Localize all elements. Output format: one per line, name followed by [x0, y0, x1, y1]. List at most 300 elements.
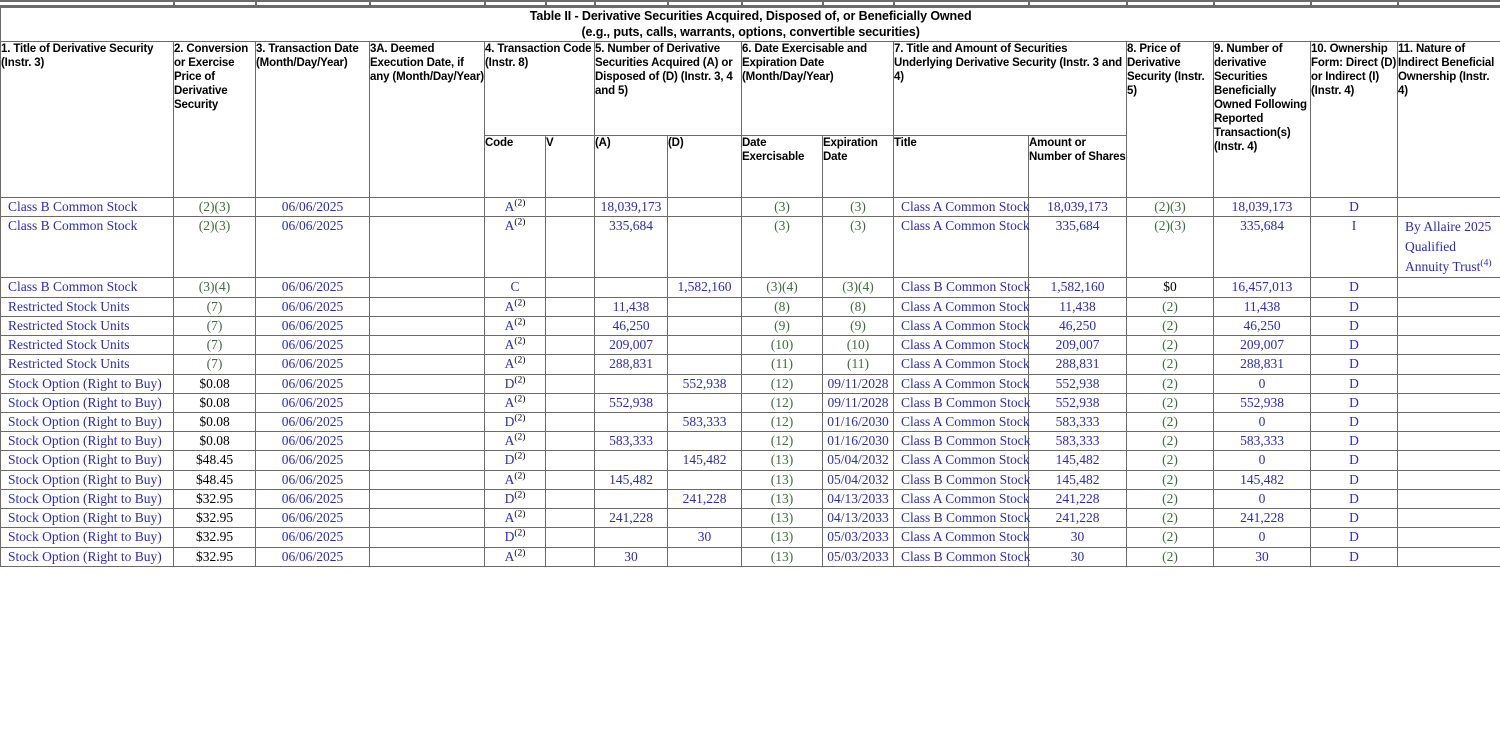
cell-conversion-price: (2)(3): [174, 216, 256, 278]
cell-price-of-derivative: (2): [1127, 297, 1214, 316]
cell-price-of-derivative: (2): [1127, 316, 1214, 335]
cell-v-flag: [546, 216, 595, 278]
cell-underlying-shares: 583,333: [1029, 432, 1127, 451]
cell-shares-owned-after: 16,457,013: [1214, 278, 1311, 297]
cell-underlying-shares: 583,333: [1029, 413, 1127, 432]
cell-amount-acquired: 11,438: [595, 297, 668, 316]
cell-date-exercisable: (13): [742, 470, 823, 489]
column-divider-tick-9: [822, 2, 824, 5]
cell-amount-acquired: [595, 489, 668, 508]
cell-transaction-date: 06/06/2025: [256, 278, 370, 297]
cell-security-title: Stock Option (Right to Buy): [1, 509, 174, 528]
cell-expiration-date: (10): [823, 336, 894, 355]
column-divider-tick-11: [1028, 2, 1030, 5]
cell-conversion-price: $48.45: [174, 451, 256, 470]
cell-transaction-date: 06/06/2025: [256, 316, 370, 335]
cell-price-of-derivative: (2): [1127, 509, 1214, 528]
cell-transaction-code: A$^{(2)}$: [485, 197, 546, 216]
cell-nature-of-indirect-ownership: [1398, 297, 1500, 316]
cell-security-title: Stock Option (Right to Buy): [1, 451, 174, 470]
cell-transaction-date: 06/06/2025: [256, 432, 370, 451]
cell-transaction-code: D$^{(2)}$: [485, 451, 546, 470]
cell-date-exercisable: (12): [742, 374, 823, 393]
cell-underlying-shares: 46,250: [1029, 316, 1127, 335]
cell-underlying-shares: 145,482: [1029, 470, 1127, 489]
cell-price-of-derivative: (2): [1127, 432, 1214, 451]
cell-ownership-form: D: [1311, 316, 1398, 335]
cell-amount-disposed: [668, 355, 742, 374]
cell-v-flag: [546, 336, 595, 355]
cell-underlying-title: Class B Common Stock: [894, 432, 1029, 451]
cell-shares-owned-after: 30: [1214, 547, 1311, 566]
cell-underlying-title: Class A Common Stock: [894, 355, 1029, 374]
subcol-header-acquired: (A): [595, 135, 668, 197]
cell-date-exercisable: (9): [742, 316, 823, 335]
cell-nature-of-indirect-ownership: [1398, 393, 1500, 412]
cell-conversion-price: $0.08: [174, 374, 256, 393]
table-title-cell: [1, 8, 1500, 42]
cell-date-exercisable: (8): [742, 297, 823, 316]
cell-shares-owned-after: 11,438: [1214, 297, 1311, 316]
cell-price-of-derivative: (2): [1127, 393, 1214, 412]
cell-shares-owned-after: 0: [1214, 451, 1311, 470]
previous-table-bottom-edge: [0, 0, 1500, 7]
cell-deemed-execution-date: [370, 197, 485, 216]
table-row: [1, 278, 1500, 297]
cell-date-exercisable: (13): [742, 489, 823, 508]
cell-amount-disposed: [668, 509, 742, 528]
cell-date-exercisable: (3): [742, 216, 823, 278]
cell-amount-disposed: [668, 393, 742, 412]
cell-transaction-code: A$^{(2)}$: [485, 336, 546, 355]
cell-underlying-shares: 1,582,160: [1029, 278, 1127, 297]
cell-v-flag: [546, 489, 595, 508]
cell-price-of-derivative: (2): [1127, 528, 1214, 547]
cell-deemed-execution-date: [370, 451, 485, 470]
cell-expiration-date: (9): [823, 316, 894, 335]
cell-ownership-form: D: [1311, 451, 1398, 470]
cell-shares-owned-after: 209,007: [1214, 336, 1311, 355]
column-divider-tick-12: [1126, 2, 1128, 5]
cell-ownership-form: D: [1311, 528, 1398, 547]
col-header-number-of-derivative-securities: 5. Number of Derivative Securities Acquired (A) or Disposed of (D) (Instr. 3, 4 and 5): [595, 41, 742, 135]
table-row: [1, 432, 1500, 451]
cell-underlying-shares: 30: [1029, 528, 1127, 547]
cell-transaction-date: 06/06/2025: [256, 451, 370, 470]
table-row: [1, 355, 1500, 374]
cell-price-of-derivative: (2)(3): [1127, 197, 1214, 216]
cell-expiration-date: (8): [823, 297, 894, 316]
cell-deemed-execution-date: [370, 432, 485, 451]
cell-amount-acquired: [595, 451, 668, 470]
table-row: [1, 451, 1500, 470]
table-row: [1, 336, 1500, 355]
cell-expiration-date: 05/03/2033: [823, 547, 894, 566]
cell-price-of-derivative: (2): [1127, 355, 1214, 374]
subcol-header-v: V: [546, 135, 595, 197]
cell-amount-disposed: [668, 197, 742, 216]
column-divider-tick-2: [255, 2, 257, 5]
cell-nature-of-indirect-ownership: [1398, 316, 1500, 335]
cell-amount-acquired: 241,228: [595, 509, 668, 528]
table-row: [1, 316, 1500, 335]
cell-v-flag: [546, 278, 595, 297]
cell-ownership-form: D: [1311, 547, 1398, 566]
cell-transaction-code: C: [485, 278, 546, 297]
cell-transaction-date: 06/06/2025: [256, 393, 370, 412]
cell-v-flag: [546, 470, 595, 489]
cell-transaction-code: A$^{(2)}$: [485, 355, 546, 374]
cell-expiration-date: (3): [823, 197, 894, 216]
cell-conversion-price: (2)(3): [174, 197, 256, 216]
cell-date-exercisable: (13): [742, 528, 823, 547]
cell-conversion-price: $48.45: [174, 470, 256, 489]
cell-v-flag: [546, 374, 595, 393]
col-header-title-of-derivative-security: 1. Title of Derivative Security (Instr. 3): [1, 41, 174, 197]
column-divider-tick-13: [1213, 2, 1215, 5]
cell-deemed-execution-date: [370, 355, 485, 374]
cell-underlying-title: Class A Common Stock: [894, 489, 1029, 508]
cell-deemed-execution-date: [370, 547, 485, 566]
cell-v-flag: [546, 393, 595, 412]
cell-transaction-date: 06/06/2025: [256, 413, 370, 432]
column-divider-tick-15: [1397, 2, 1399, 5]
cell-conversion-price: (7): [174, 297, 256, 316]
table-row: [1, 393, 1500, 412]
cell-transaction-date: 06/06/2025: [256, 197, 370, 216]
cell-transaction-date: 06/06/2025: [256, 528, 370, 547]
col-header-deemed-execution-date: 3A. Deemed Execution Date, if any (Month/Day/Year): [370, 41, 485, 197]
cell-underlying-shares: 241,228: [1029, 489, 1127, 508]
cell-amount-disposed: 30: [668, 528, 742, 547]
cell-price-of-derivative: (2): [1127, 547, 1214, 566]
col-header-price-of-derivative-security: 8. Price of Derivative Security (Instr. 5): [1127, 41, 1214, 197]
cell-shares-owned-after: 0: [1214, 528, 1311, 547]
cell-amount-acquired: 18,039,173: [595, 197, 668, 216]
cell-deemed-execution-date: [370, 509, 485, 528]
cell-v-flag: [546, 197, 595, 216]
cell-underlying-title: Class A Common Stock: [894, 216, 1029, 278]
cell-deemed-execution-date: [370, 489, 485, 508]
cell-transaction-code: A$^{(2)}$: [485, 470, 546, 489]
cell-security-title: Class B Common Stock: [1, 278, 174, 297]
cell-expiration-date: (3)(4): [823, 278, 894, 297]
cell-ownership-form: D: [1311, 393, 1398, 412]
cell-transaction-date: 06/06/2025: [256, 336, 370, 355]
column-divider-tick-4: [484, 2, 486, 5]
cell-shares-owned-after: 0: [1214, 489, 1311, 508]
cell-deemed-execution-date: [370, 297, 485, 316]
cell-amount-acquired: [595, 374, 668, 393]
cell-price-of-derivative: $0: [1127, 278, 1214, 297]
cell-price-of-derivative: (2): [1127, 489, 1214, 508]
cell-date-exercisable: (12): [742, 393, 823, 412]
cell-price-of-derivative: (2): [1127, 470, 1214, 489]
cell-conversion-price: $32.95: [174, 528, 256, 547]
col-header-title-and-amount-underlying: 7. Title and Amount of Securities Underlying Derivative Security (Instr. 3 and 4): [894, 41, 1127, 135]
cell-nature-of-indirect-ownership: By Allaire 2025 Qualified Annuity Trust$^{(4)}$: [1398, 216, 1500, 278]
cell-underlying-title: Class B Common Stock: [894, 470, 1029, 489]
cell-expiration-date: (11): [823, 355, 894, 374]
cell-nature-of-indirect-ownership: [1398, 197, 1500, 216]
subcol-header-date-exercisable: Date Exercisable: [742, 135, 823, 197]
cell-underlying-title: Class A Common Stock: [894, 451, 1029, 470]
cell-price-of-derivative: (2): [1127, 336, 1214, 355]
cell-amount-acquired: 552,938: [595, 393, 668, 412]
cell-ownership-form: D: [1311, 355, 1398, 374]
cell-amount-acquired: 46,250: [595, 316, 668, 335]
cell-deemed-execution-date: [370, 336, 485, 355]
cell-underlying-title: Class B Common Stock: [894, 278, 1029, 297]
cell-underlying-shares: 145,482: [1029, 451, 1127, 470]
cell-transaction-date: 06/06/2025: [256, 509, 370, 528]
cell-expiration-date: 05/04/2032: [823, 470, 894, 489]
cell-price-of-derivative: (2): [1127, 451, 1214, 470]
cell-ownership-form: D: [1311, 278, 1398, 297]
cell-ownership-form: D: [1311, 509, 1398, 528]
cell-amount-acquired: 30: [595, 547, 668, 566]
cell-security-title: Stock Option (Right to Buy): [1, 470, 174, 489]
cell-ownership-form: D: [1311, 470, 1398, 489]
cell-amount-acquired: 145,482: [595, 470, 668, 489]
cell-conversion-price: (7): [174, 316, 256, 335]
cell-nature-of-indirect-ownership: [1398, 413, 1500, 432]
cell-amount-disposed: 552,938: [668, 374, 742, 393]
cell-ownership-form: D: [1311, 374, 1398, 393]
cell-amount-disposed: 1,582,160: [668, 278, 742, 297]
cell-security-title: Stock Option (Right to Buy): [1, 547, 174, 566]
cell-expiration-date: 04/13/2033: [823, 489, 894, 508]
cell-ownership-form: I: [1311, 216, 1398, 278]
col-header-transaction-date: 3. Transaction Date (Month/Day/Year): [256, 41, 370, 197]
cell-v-flag: [546, 451, 595, 470]
cell-shares-owned-after: 288,831: [1214, 355, 1311, 374]
column-divider-tick-1: [173, 2, 175, 5]
table-row: [1, 470, 1500, 489]
cell-amount-disposed: 145,482: [668, 451, 742, 470]
cell-ownership-form: D: [1311, 297, 1398, 316]
cell-amount-acquired: 335,684: [595, 216, 668, 278]
column-divider-tick-14: [1310, 2, 1312, 5]
cell-transaction-date: 06/06/2025: [256, 470, 370, 489]
cell-security-title: Stock Option (Right to Buy): [1, 432, 174, 451]
col-header-securities-beneficially-owned: 9. Number of derivative Securities Beneficially Owned Following Reported Transaction(s) (Instr. 4): [1214, 41, 1311, 197]
cell-v-flag: [546, 432, 595, 451]
table-head-section: [1, 8, 1500, 198]
cell-transaction-date: 06/06/2025: [256, 216, 370, 278]
cell-transaction-code: D$^{(2)}$: [485, 528, 546, 547]
table-row: [1, 547, 1500, 566]
cell-shares-owned-after: 335,684: [1214, 216, 1311, 278]
cell-amount-acquired: 583,333: [595, 432, 668, 451]
cell-nature-of-indirect-ownership: [1398, 432, 1500, 451]
cell-expiration-date: 01/16/2030: [823, 432, 894, 451]
cell-nature-of-indirect-ownership: [1398, 489, 1500, 508]
cell-security-title: Class B Common Stock: [1, 197, 174, 216]
cell-expiration-date: 05/04/2032: [823, 451, 894, 470]
cell-security-title: Restricted Stock Units: [1, 355, 174, 374]
cell-date-exercisable: (3)(4): [742, 278, 823, 297]
cell-ownership-form: D: [1311, 336, 1398, 355]
cell-underlying-title: Class A Common Stock: [894, 316, 1029, 335]
table-row: [1, 297, 1500, 316]
table-body: [1, 197, 1500, 566]
cell-nature-of-indirect-ownership: [1398, 528, 1500, 547]
cell-amount-acquired: 209,007: [595, 336, 668, 355]
cell-underlying-shares: 552,938: [1029, 393, 1127, 412]
cell-transaction-date: 06/06/2025: [256, 489, 370, 508]
cell-expiration-date: 04/13/2033: [823, 509, 894, 528]
table-title: Table II - Derivative Securities Acquired, Disposed of, or Beneficially Owned: [529, 9, 972, 23]
cell-v-flag: [546, 528, 595, 547]
cell-security-title: Restricted Stock Units: [1, 297, 174, 316]
col-header-nature-of-indirect-ownership: 11. Nature of Indirect Beneficial Ownership (Instr. 4): [1398, 41, 1500, 197]
cell-transaction-date: 06/06/2025: [256, 297, 370, 316]
subcol-header-expiration-date: Expiration Date: [823, 135, 894, 197]
cell-transaction-code: A$^{(2)}$: [485, 432, 546, 451]
cell-transaction-code: D$^{(2)}$: [485, 374, 546, 393]
cell-amount-disposed: [668, 336, 742, 355]
subcol-header-amount-or-number-of-shares: Amount or Number of Shares: [1029, 135, 1127, 197]
cell-underlying-title: Class A Common Stock: [894, 336, 1029, 355]
cell-transaction-code: A$^{(2)}$: [485, 216, 546, 278]
cell-amount-disposed: 583,333: [668, 413, 742, 432]
cell-transaction-code: D$^{(2)}$: [485, 413, 546, 432]
cell-v-flag: [546, 509, 595, 528]
cell-date-exercisable: (12): [742, 432, 823, 451]
cell-date-exercisable: (11): [742, 355, 823, 374]
cell-shares-owned-after: 552,938: [1214, 393, 1311, 412]
cell-security-title: Class B Common Stock: [1, 216, 174, 278]
cell-nature-of-indirect-ownership: [1398, 470, 1500, 489]
cell-shares-owned-after: 0: [1214, 413, 1311, 432]
cell-underlying-title: Class A Common Stock: [894, 297, 1029, 316]
cell-underlying-title: Class B Common Stock: [894, 393, 1029, 412]
cell-nature-of-indirect-ownership: [1398, 547, 1500, 566]
cell-amount-disposed: 241,228: [668, 489, 742, 508]
cell-transaction-date: 06/06/2025: [256, 355, 370, 374]
cell-date-exercisable: (13): [742, 547, 823, 566]
column-divider-tick-5: [545, 2, 547, 5]
cell-underlying-shares: 241,228: [1029, 509, 1127, 528]
cell-deemed-execution-date: [370, 413, 485, 432]
cell-shares-owned-after: 145,482: [1214, 470, 1311, 489]
column-divider-tick-7: [667, 2, 669, 5]
cell-amount-acquired: [595, 528, 668, 547]
cell-transaction-date: 06/06/2025: [256, 374, 370, 393]
cell-price-of-derivative: (2): [1127, 413, 1214, 432]
cell-nature-of-indirect-ownership: [1398, 509, 1500, 528]
cell-security-title: Restricted Stock Units: [1, 336, 174, 355]
subcol-header-disposed: (D): [668, 135, 742, 197]
cell-amount-disposed: [668, 297, 742, 316]
cell-deemed-execution-date: [370, 316, 485, 335]
cell-conversion-price: $32.95: [174, 489, 256, 508]
cell-conversion-price: (3)(4): [174, 278, 256, 297]
cell-amount-acquired: 288,831: [595, 355, 668, 374]
cell-shares-owned-after: 46,250: [1214, 316, 1311, 335]
cell-v-flag: [546, 413, 595, 432]
column-divider-tick-3: [369, 2, 371, 5]
cell-transaction-code: A$^{(2)}$: [485, 393, 546, 412]
cell-date-exercisable: (12): [742, 413, 823, 432]
cell-transaction-code: A$^{(2)}$: [485, 297, 546, 316]
cell-conversion-price: $0.08: [174, 432, 256, 451]
cell-conversion-price: $0.08: [174, 413, 256, 432]
cell-underlying-title: Class B Common Stock: [894, 547, 1029, 566]
cell-security-title: Stock Option (Right to Buy): [1, 489, 174, 508]
cell-deemed-execution-date: [370, 216, 485, 278]
cell-underlying-shares: 209,007: [1029, 336, 1127, 355]
table-row: [1, 216, 1500, 278]
column-divider-tick-6: [594, 2, 596, 5]
cell-underlying-title: Class B Common Stock: [894, 509, 1029, 528]
cell-security-title: Stock Option (Right to Buy): [1, 413, 174, 432]
cell-nature-of-indirect-ownership: [1398, 336, 1500, 355]
cell-expiration-date: 09/11/2028: [823, 374, 894, 393]
cell-ownership-form: D: [1311, 197, 1398, 216]
table-row: [1, 489, 1500, 508]
header-row-main: [1, 41, 1500, 135]
cell-price-of-derivative: (2)(3): [1127, 216, 1214, 278]
cell-amount-disposed: [668, 316, 742, 335]
cell-shares-owned-after: 18,039,173: [1214, 197, 1311, 216]
cell-deemed-execution-date: [370, 278, 485, 297]
cell-conversion-price: (7): [174, 336, 256, 355]
table-row: [1, 197, 1500, 216]
cell-underlying-title: Class A Common Stock: [894, 197, 1029, 216]
cell-shares-owned-after: 583,333: [1214, 432, 1311, 451]
cell-shares-owned-after: 0: [1214, 374, 1311, 393]
cell-nature-of-indirect-ownership: [1398, 278, 1500, 297]
cell-conversion-price: (7): [174, 355, 256, 374]
cell-ownership-form: D: [1311, 432, 1398, 451]
col-header-date-exercisable-and-expiration: 6. Date Exercisable and Expiration Date (Month/Day/Year): [742, 41, 894, 135]
cell-date-exercisable: (10): [742, 336, 823, 355]
cell-date-exercisable: (3): [742, 197, 823, 216]
subcol-header-underlying-title: Title: [894, 135, 1029, 197]
table-row: [1, 528, 1500, 547]
cell-price-of-derivative: (2): [1127, 374, 1214, 393]
cell-underlying-title: Class A Common Stock: [894, 528, 1029, 547]
col-header-conversion-price: 2. Conversion or Exercise Price of Derivative Security: [174, 41, 256, 197]
cell-transaction-code: A$^{(2)}$: [485, 547, 546, 566]
cell-transaction-code: D$^{(2)}$: [485, 489, 546, 508]
cell-amount-disposed: [668, 432, 742, 451]
cell-underlying-title: Class A Common Stock: [894, 413, 1029, 432]
cell-nature-of-indirect-ownership: [1398, 451, 1500, 470]
column-divider-tick-10: [893, 2, 895, 5]
cell-nature-of-indirect-ownership: [1398, 374, 1500, 393]
col-header-ownership-form: 10. Ownership Form: Direct (D) or Indirect (I) (Instr. 4): [1311, 41, 1398, 197]
table-subtitle: (e.g., puts, calls, warrants, options, convertible securities): [581, 25, 920, 40]
cell-date-exercisable: (13): [742, 509, 823, 528]
cell-expiration-date: 01/16/2030: [823, 413, 894, 432]
cell-date-exercisable: (13): [742, 451, 823, 470]
cell-transaction-date: 06/06/2025: [256, 547, 370, 566]
col-header-transaction-code: 4. Transaction Code (Instr. 8): [485, 41, 595, 135]
column-divider-tick-8: [741, 2, 743, 5]
cell-conversion-price: $32.95: [174, 509, 256, 528]
cell-underlying-shares: 18,039,173: [1029, 197, 1127, 216]
cell-deemed-execution-date: [370, 528, 485, 547]
cell-transaction-code: A$^{(2)}$: [485, 316, 546, 335]
cell-underlying-shares: 335,684: [1029, 216, 1127, 278]
cell-amount-disposed: [668, 547, 742, 566]
cell-expiration-date: 09/11/2028: [823, 393, 894, 412]
cell-ownership-form: D: [1311, 413, 1398, 432]
cell-expiration-date: (3): [823, 216, 894, 278]
